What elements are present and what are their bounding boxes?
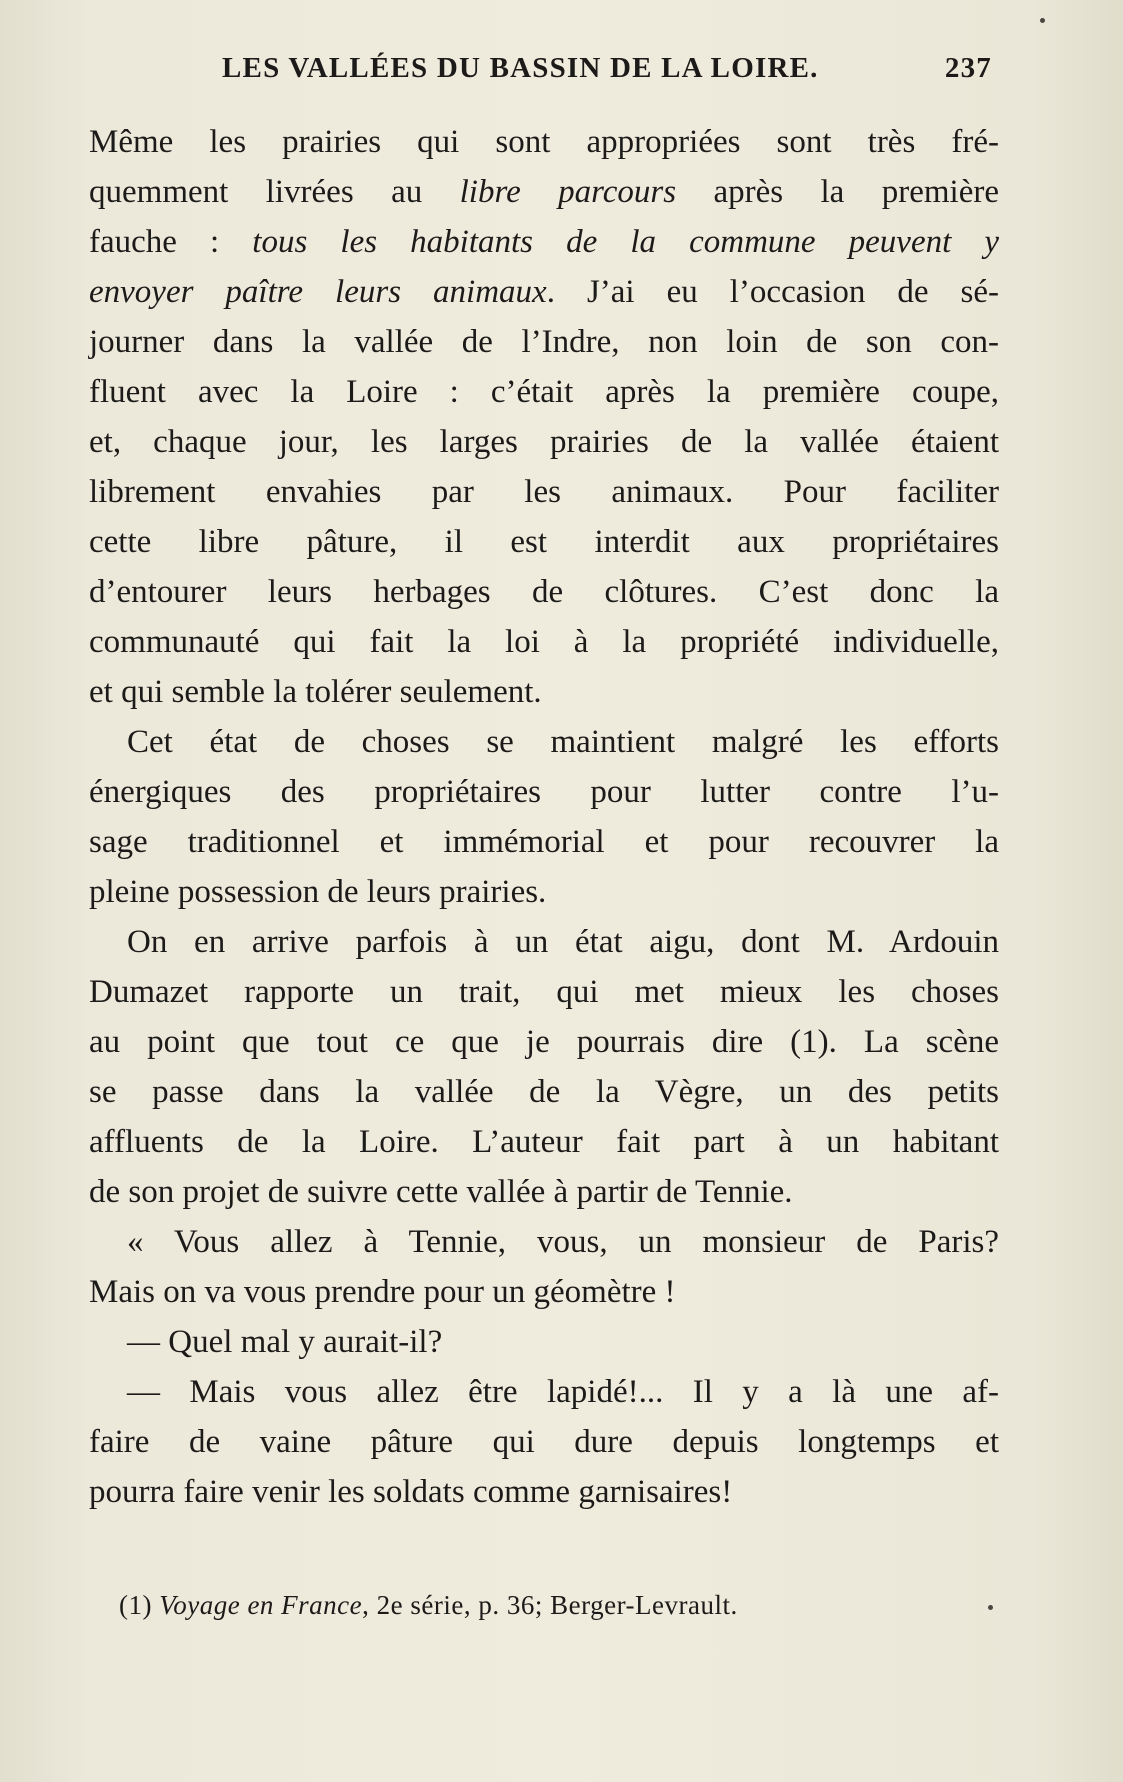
- text-segment: On en arrive parfois à un état aigu, dont M. Ardouin: [127, 924, 999, 960]
- text-line: [89, 167, 999, 217]
- text-segment: quemment livrées au: [89, 174, 460, 210]
- text-line: [89, 417, 999, 467]
- text-line: [89, 1417, 999, 1467]
- text-segment: et, chaque jour, les larges prairies de la vallée étaient: [89, 424, 999, 460]
- text-line: [89, 767, 999, 817]
- print-speck: [988, 1605, 993, 1610]
- text-line: [89, 1017, 999, 1067]
- footnote-rest: , 2e série, p. 36; Berger-Levrault.: [362, 1590, 738, 1620]
- text-segment: Mais on va vous prendre pour un géomètre !: [89, 1274, 676, 1310]
- text-line: [89, 317, 999, 367]
- text-line: [89, 217, 999, 267]
- text-segment: . J’ai eu l’occasion de sé-: [546, 274, 1000, 310]
- footnote: [119, 1590, 738, 1621]
- running-title: LES VALLÉES DU BASSIN DE LA LOIRE.: [222, 52, 819, 84]
- text-line: [89, 617, 999, 667]
- text-segment: sage traditionnel et immémorial et pour recouvrer la: [89, 824, 999, 860]
- text-line: [89, 817, 999, 867]
- text-line: [89, 267, 999, 317]
- text-line: [89, 667, 999, 717]
- text-segment: affluents de la Loire. L’auteur fait part à un habitant: [89, 1124, 999, 1160]
- text-segment: et qui semble la tolérer seulement.: [89, 674, 542, 710]
- text-segment: journer dans la vallée de l’Indre, non loin de son con-: [89, 324, 999, 360]
- text-line: [89, 1167, 999, 1217]
- text-segment: fluent avec la Loire : c’était après la première coupe,: [89, 374, 999, 410]
- text-segment: d’entourer leurs herbages de clôtures. C’est donc la: [89, 574, 999, 610]
- italic-text: libre parcours: [459, 174, 677, 210]
- print-speck: [1040, 18, 1045, 23]
- page-number: 237: [944, 52, 992, 84]
- text-segment: fauche :: [89, 224, 253, 260]
- text-line: [89, 467, 999, 517]
- text-segment: Cet état de choses se maintient malgré les efforts: [127, 724, 999, 760]
- text-segment: cette libre pâture, il est interdit aux propriétaires: [89, 524, 999, 560]
- text-line: [89, 1467, 999, 1517]
- footnote-title: Voyage en France: [159, 1590, 363, 1620]
- text-segment: de son projet de suivre cette vallée à partir de Tennie.: [89, 1174, 793, 1210]
- text-line: [89, 1317, 999, 1367]
- text-segment: librement envahies par les animaux. Pour faciliter: [89, 474, 999, 510]
- text-segment: « Vous allez à Tennie, vous, un monsieur de Paris?: [127, 1224, 999, 1260]
- text-segment: — Quel mal y aurait-il?: [127, 1324, 443, 1360]
- text-segment: Dumazet rapporte un trait, qui met mieux les choses: [89, 974, 999, 1010]
- text-line: [89, 917, 999, 967]
- text-line: [89, 1267, 999, 1317]
- italic-text: tous les habitants de la commune peuvent y: [252, 224, 999, 260]
- text-segment: Même les prairies qui sont appropriées sont très fré-: [89, 124, 999, 160]
- footnote-marker: (1): [119, 1590, 152, 1620]
- text-line: [89, 967, 999, 1017]
- text-segment: faire de vaine pâture qui dure depuis longtemps et: [89, 1424, 999, 1460]
- text-line: [89, 1117, 999, 1167]
- text-segment: — Mais vous allez être lapidé!... Il y a là une af-: [127, 1374, 999, 1410]
- body-text: [89, 117, 999, 1517]
- text-line: [89, 1067, 999, 1117]
- text-line: [89, 717, 999, 767]
- text-line: [89, 117, 999, 167]
- text-line: [89, 517, 999, 567]
- text-segment: communauté qui fait la loi à la propriété individuelle,: [89, 624, 999, 660]
- text-line: [89, 1217, 999, 1267]
- text-segment: se passe dans la vallée de la Vègre, un des petits: [89, 1074, 999, 1110]
- text-line: [89, 1367, 999, 1417]
- text-segment: énergiques des propriétaires pour lutter contre l’u-: [89, 774, 999, 810]
- text-segment: au point que tout ce que je pourrais dire (1). La scène: [89, 1024, 999, 1060]
- text-line: [89, 367, 999, 417]
- text-segment: après la première: [676, 174, 999, 210]
- italic-text: envoyer paître leurs animaux: [89, 274, 547, 310]
- text-segment: pleine possession de leurs prairies.: [89, 874, 547, 910]
- text-line: [89, 867, 999, 917]
- running-head: [222, 52, 992, 96]
- text-line: [89, 567, 999, 617]
- text-segment: pourra faire venir les soldats comme garnisaires!: [89, 1474, 733, 1510]
